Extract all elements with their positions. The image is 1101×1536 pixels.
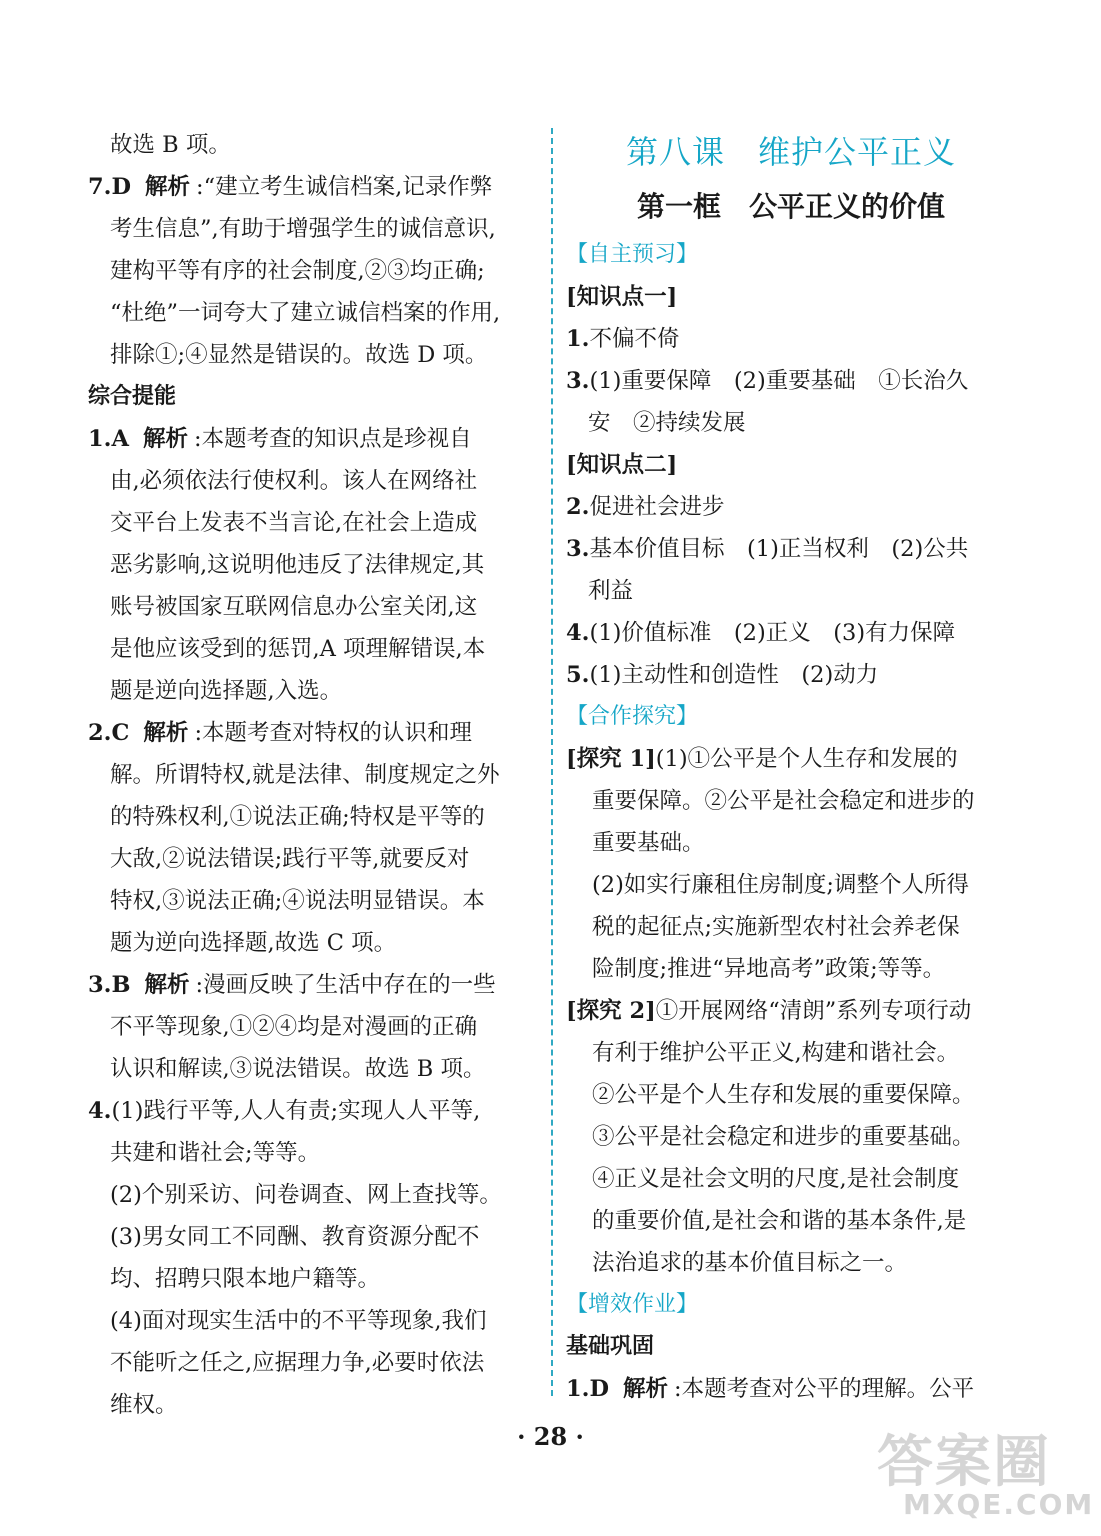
text-line bbox=[566, 570, 1016, 612]
line-text: 税的起征点;实施新型农村社会养老保 bbox=[592, 914, 960, 940]
text-line bbox=[88, 586, 536, 628]
line-text: 重要基础。 bbox=[592, 830, 705, 856]
line-text: 大敌,②说法错误;践行平等,就要反对 bbox=[110, 846, 470, 872]
text-line bbox=[88, 922, 536, 964]
line-text: 特权,③说法正确;④说法明显错误。本 bbox=[110, 888, 485, 914]
line-text: 重要保障。②公平是社会稳定和进步的 bbox=[592, 788, 975, 814]
answer-letter: B bbox=[111, 972, 131, 998]
text-line bbox=[88, 1006, 536, 1048]
text-line bbox=[88, 1300, 536, 1342]
line-text: 的重要价值,是社会和谐的基本条件,是 bbox=[592, 1208, 967, 1234]
text-line bbox=[88, 964, 536, 1006]
line-text: 促进社会进步 bbox=[589, 494, 725, 520]
text-line bbox=[566, 1242, 1016, 1284]
line-text: 恶劣影响,这说明他违反了法律规定,其 bbox=[110, 552, 485, 578]
page-number: · 28 · bbox=[517, 1422, 584, 1451]
subsection-heading: 基础巩固 bbox=[566, 1334, 655, 1359]
lesson-title: 第八课 维护公平正义 bbox=[625, 133, 956, 171]
text-line bbox=[566, 318, 1016, 360]
line-text: ③公平是社会稳定和进步的重要基础。 bbox=[592, 1124, 975, 1150]
line-text: 是他应该受到的惩罚,A 项理解错误,本 bbox=[110, 636, 486, 662]
text-line bbox=[88, 712, 536, 754]
line-text: 认识和解读,③说法错误。故选 B 项。 bbox=[110, 1056, 486, 1082]
knowledge-point-label: [知识点一] bbox=[566, 284, 678, 310]
line-text: 不能听之任之,应据理力争,必要时依法 bbox=[110, 1350, 485, 1376]
watermark-sub: MXQE.COM bbox=[903, 1488, 1095, 1521]
question-number: 3. bbox=[88, 972, 112, 998]
line-text: 账号被国家互联网信息办公室关闭,这 bbox=[110, 594, 478, 620]
analysis-label: 解析 bbox=[142, 426, 188, 452]
text-line bbox=[566, 1032, 1016, 1074]
line-text: 利益 bbox=[588, 578, 634, 604]
text-line bbox=[566, 738, 1016, 780]
text-line bbox=[88, 250, 536, 292]
text-line bbox=[88, 796, 536, 838]
text-line bbox=[88, 670, 536, 712]
left-column bbox=[88, 124, 536, 1426]
text-line bbox=[566, 444, 1016, 486]
question-number: 4. bbox=[88, 1098, 112, 1124]
line-text: 不偏不倚 bbox=[589, 326, 680, 352]
question-number: 3. bbox=[566, 536, 590, 562]
line-text: (1)重要保障 (2)重要基础 ①长治久 bbox=[589, 368, 969, 394]
text-line bbox=[88, 124, 536, 166]
line-text: ④正义是社会文明的尺度,是社会制度 bbox=[592, 1166, 960, 1192]
text-line bbox=[566, 654, 1016, 696]
text-line bbox=[566, 906, 1016, 948]
section-title: 第一框 公平正义的价值 bbox=[636, 190, 945, 223]
line-text: 题是逆向选择题,入选。 bbox=[110, 678, 343, 704]
question-number: 1. bbox=[566, 326, 590, 352]
line-text: 排除①;④显然是错误的。故选 D 项。 bbox=[110, 342, 488, 368]
text-line bbox=[88, 628, 536, 670]
line-text: ①开展网络“清朗”系列专项行动 bbox=[655, 998, 972, 1024]
line-text: 题为逆向选择题,故选 C 项。 bbox=[110, 930, 397, 956]
line-text: 考生信息”,有助于增强学生的诚信意识, bbox=[110, 216, 496, 242]
text-line bbox=[88, 1048, 536, 1090]
line-text: ②公平是个人生存和发展的重要保障。 bbox=[592, 1082, 975, 1108]
text-line bbox=[88, 502, 536, 544]
question-number: 3. bbox=[566, 368, 590, 394]
text-line bbox=[88, 754, 536, 796]
text-line bbox=[566, 948, 1016, 990]
question-number: 7. bbox=[88, 174, 112, 200]
line-text: :“建立考生诚信档案,记录作弊 bbox=[196, 174, 493, 200]
line-text: 法治追求的基本价值目标之一。 bbox=[592, 1250, 908, 1276]
line-text: 建构平等有序的社会制度,②③均正确; bbox=[110, 258, 485, 284]
text-line bbox=[566, 1158, 1016, 1200]
question-number: 4. bbox=[566, 620, 590, 646]
line-text: (1)主动性和创造性 (2)动力 bbox=[589, 662, 879, 688]
watermark-main: 答案圈 bbox=[877, 1430, 1051, 1495]
analysis-label: 解析 bbox=[144, 972, 190, 998]
text-line bbox=[566, 402, 1016, 444]
text-line bbox=[566, 528, 1016, 570]
answer-letter: D bbox=[589, 1376, 610, 1402]
text-line bbox=[566, 1368, 1016, 1410]
question-number: 1. bbox=[88, 426, 112, 452]
line-text: (3)男女同工不同酬、教育资源分配不 bbox=[110, 1224, 480, 1250]
text-line bbox=[566, 990, 1016, 1032]
text-line bbox=[566, 1074, 1016, 1116]
right-lines bbox=[566, 234, 1016, 1410]
text-line bbox=[88, 418, 536, 460]
line-text: (1)价值标准 (2)正义 (3)有力保障 bbox=[589, 620, 956, 646]
knowledge-point-label: [探究 2] bbox=[566, 998, 656, 1024]
text-line bbox=[566, 612, 1016, 654]
line-text: 均、招聘只限本地户籍等。 bbox=[110, 1266, 381, 1292]
text-line bbox=[88, 1090, 536, 1132]
answer-letter: A bbox=[111, 426, 129, 452]
line-text: :漫画反映了生活中存在的一些 bbox=[195, 972, 496, 998]
text-line bbox=[88, 460, 536, 502]
text-line bbox=[566, 276, 1016, 318]
text-line bbox=[566, 864, 1016, 906]
line-text: 的特殊权利,①说法正确;特权是平等的 bbox=[110, 804, 485, 830]
line-text: (2)如实行廉租住房制度;调整个人所得 bbox=[592, 872, 969, 898]
knowledge-point-label: [知识点二] bbox=[566, 452, 678, 478]
question-number: 1. bbox=[566, 1376, 590, 1402]
text-line bbox=[88, 1216, 536, 1258]
section-tag: 【自主预习】 bbox=[566, 242, 699, 267]
line-text: 故选 B 项。 bbox=[110, 132, 231, 158]
line-text: 有利于维护公平正义,构建和谐社会。 bbox=[592, 1040, 960, 1066]
text-line bbox=[88, 208, 536, 250]
section-tag: 【合作探究】 bbox=[566, 704, 699, 729]
text-line bbox=[88, 1342, 536, 1384]
question-number: 5. bbox=[566, 662, 590, 688]
line-text: (4)面对现实生活中的不平等现象,我们 bbox=[110, 1308, 487, 1334]
analysis-label: 解析 bbox=[623, 1376, 669, 1402]
line-text: 交平台上发表不当言论,在社会上造成 bbox=[110, 510, 478, 536]
line-text: 共建和谐社会;等等。 bbox=[110, 1140, 321, 1166]
answer-letter: C bbox=[111, 720, 130, 746]
text-line bbox=[566, 780, 1016, 822]
text-line bbox=[88, 1258, 536, 1300]
text-line bbox=[88, 880, 536, 922]
text-line bbox=[88, 334, 536, 376]
line-text: 险制度;推进“异地高考”政策;等等。 bbox=[592, 956, 946, 982]
question-number: 2. bbox=[566, 494, 590, 520]
answer-letter: D bbox=[111, 174, 132, 200]
line-text: (1)践行平等,人人有责;实现人人平等, bbox=[111, 1098, 481, 1124]
line-text: 解。所谓特权,就是法律、制度规定之外 bbox=[110, 762, 500, 788]
line-text: :本题考查对公平的理解。公平 bbox=[674, 1376, 975, 1402]
subsection-heading: 综合提能 bbox=[88, 384, 177, 409]
text-line bbox=[88, 838, 536, 880]
text-line bbox=[88, 544, 536, 586]
text-line bbox=[566, 1116, 1016, 1158]
line-text: (2)个别采访、问卷调查、网上查找等。 bbox=[110, 1182, 502, 1208]
line-text: 维权。 bbox=[110, 1392, 178, 1418]
text-line bbox=[88, 292, 536, 334]
question-number: 2. bbox=[88, 720, 112, 746]
line-text: :本题考查对特权的认识和理 bbox=[194, 720, 473, 746]
text-line bbox=[566, 486, 1016, 528]
right-column bbox=[566, 124, 1016, 1410]
analysis-label: 解析 bbox=[145, 174, 191, 200]
knowledge-point-label: [探究 1] bbox=[566, 746, 656, 772]
line-text: (1)①公平是个人生存和发展的 bbox=[655, 746, 958, 772]
text-line bbox=[88, 1384, 536, 1426]
column-divider bbox=[551, 128, 553, 1396]
line-text: 由,必须依法行使权利。该人在网络社 bbox=[110, 468, 478, 494]
analysis-label: 解析 bbox=[143, 720, 189, 746]
watermark-logo bbox=[877, 1418, 1095, 1528]
text-line bbox=[88, 1132, 536, 1174]
line-text: “杜绝”一词夸大了建立诚信档案的作用, bbox=[110, 300, 501, 326]
text-line bbox=[566, 822, 1016, 864]
text-line bbox=[566, 360, 1016, 402]
line-text: :本题考查的知识点是珍视自 bbox=[193, 426, 472, 452]
text-line bbox=[88, 1174, 536, 1216]
text-line bbox=[88, 166, 536, 208]
section-tag: 【增效作业】 bbox=[566, 1292, 699, 1317]
text-line bbox=[566, 1200, 1016, 1242]
line-text: 不平等现象,①②④均是对漫画的正确 bbox=[110, 1014, 478, 1040]
line-text: 安 ②持续发展 bbox=[588, 410, 746, 436]
line-text: 基本价值目标 (1)正当权利 (2)公共 bbox=[589, 536, 969, 562]
